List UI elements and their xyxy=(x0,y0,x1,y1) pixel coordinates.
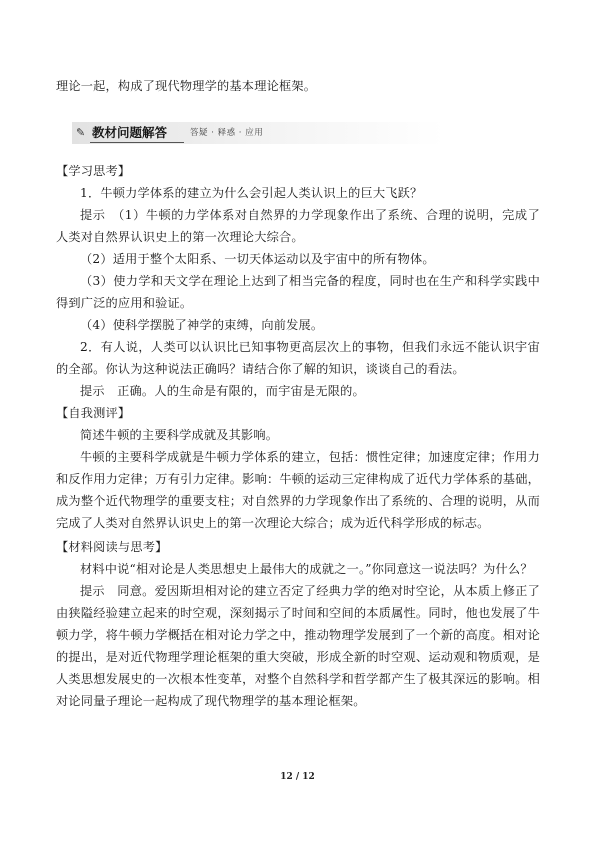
study-answer-1-part-1: 提示 （1）牛顿的力学体系对自然界的力学现象作出了系统、合理的说明，完成了人类对自然界认识史上的第一次理论大综合。 xyxy=(56,208,540,244)
study-question-1: 1．牛顿力学体系的建立为什么会引起人类认识上的巨大飞跃？ xyxy=(80,186,423,200)
section-underline xyxy=(90,142,184,143)
section-header-bar xyxy=(72,122,444,144)
section-marker-icon: ✎ xyxy=(76,126,86,139)
study-heading: 【学习思考】 xyxy=(56,164,131,178)
self-test-answer: 牛顿的主要科学成就是牛顿力学体系的建立，包括：惯性定律；加速度定律；作用力和反作用力定律；万有引力定律。影响：牛顿的运动三定律构成了近代力学体系的基础，成为整个近代物理学的重要支柱；对自然界的力学现象作出了系统的、合理的说明，从而完成了人类对自然界认识史上的第一次理论大综合；成为近代科学形成的标志。 xyxy=(56,450,540,530)
study-question-2: 2．有人说，人类可以认识比已知事物更高层次上的事物，但我们永远不能认识宇宙的全部。你认为这种说法正确吗？请结合你了解的知识，谈谈自己的看法。 xyxy=(56,340,540,376)
reading-question: 材料中说“相对论是人类思想史上最伟大的成就之一。”你同意这一说法吗？为什么？ xyxy=(80,562,533,576)
page-number: 12 / 12 xyxy=(280,772,315,782)
section-title: 教材问题解答 xyxy=(92,125,168,140)
self-test-question: 简述牛顿的主要科学成就及其影响。 xyxy=(80,428,279,442)
section-subtitle: 答疑 · 释惑 · 应用 xyxy=(190,128,264,138)
study-answer-1-part-2: （2）适用于整个太阳系、一切天体运动以及宇宙中的所有物体。 xyxy=(80,252,435,266)
reading-heading: 【材料阅读与思考】 xyxy=(56,540,168,554)
reading-answer: 提示 同意。爱因斯坦相对论的建立否定了经典力学的绝对时空论，从本质上修正了由狭隘经验建立起来的时空观，深刻揭示了时间和空间的本质属性。同时，他也发展了牛顿力学，将牛顿力学概括在相对论力学之中，推动物理学发展到了一个新的高度。相对论的提出，是对近代物理学理论框架的重大突破，形成全新的时空观、运动观和物质观，是人类思想发展史的一次根本性变革，对整个自然科学和哲学都产生了极其深远的影响。相对论同量子理论一起构成了现代物理学的基本理论框架。 xyxy=(56,584,540,708)
self-test-heading: 【自我测评】 xyxy=(56,406,131,420)
study-answer-2: 提示 正确。人的生命是有限的，而宇宙是无限的。 xyxy=(80,384,365,398)
study-answer-1-part-4: （4）使科学摆脱了神学的束缚，向前发展。 xyxy=(80,318,324,332)
continuation-paragraph: 理论一起，构成了现代物理学的基本理论框架。 xyxy=(56,79,317,93)
study-answer-1-part-3: （3）使力学和天文学在理论上达到了相当完备的程度，同时也在生产和科学实践中得到广泛的应用和验证。 xyxy=(56,274,540,310)
